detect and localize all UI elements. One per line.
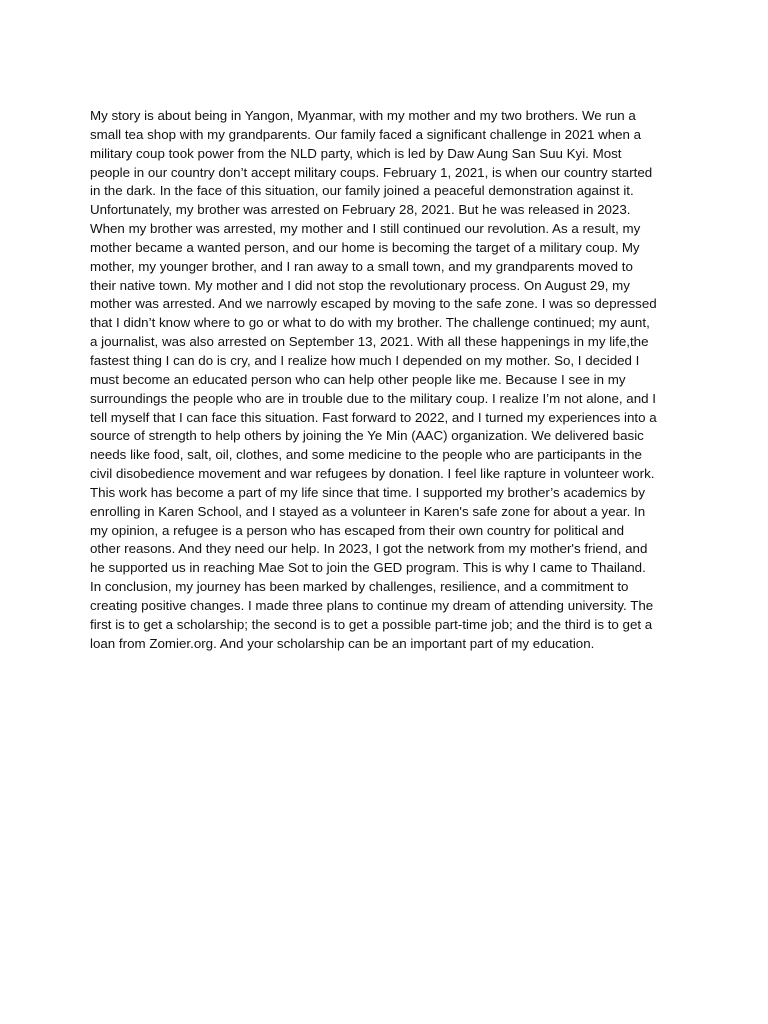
paragraph-line: enrolling in Karen School, and I stayed as a volunteer in Karen's safe zone for about a year. In bbox=[90, 503, 646, 519]
paragraph-line: in the dark. In the face of this situation, our family joined a peaceful demonstration against it. bbox=[90, 183, 634, 199]
paragraph-line: needs like food, salt, oil, clothes, and some medicine to the people who are participants in the bbox=[90, 447, 642, 463]
paragraph-line: fastest thing I can do is cry, and I realize how much I depended on my mother. So, I decided I bbox=[90, 352, 640, 368]
paragraph-line: military coup took power from the NLD party, which is led by Daw Aung San Suu Kyi. Most bbox=[90, 145, 622, 161]
paragraph-line: surroundings the people who are in trouble due to the military coup. I realize I’m not alone, and I bbox=[90, 390, 656, 406]
paragraph-line: When my brother was arrested, my mother and I still continued our revolution. As a result, my bbox=[90, 221, 641, 237]
paragraph-line: source of strength to help others by joining the Ye Min (AAC) organization. We delivered basic bbox=[90, 428, 644, 444]
paragraph-line: small tea shop with my grandparents. Our family faced a significant challenge in 2021 when a bbox=[90, 126, 642, 142]
paragraph-line: mother was arrested. And we narrowly escaped by moving to the safe zone. I was so depressed bbox=[90, 296, 657, 312]
paragraph-line: loan from Zomier.org. And your scholarship can be an important part of my education. bbox=[90, 635, 595, 651]
paragraph-line: mother, my younger brother, and I ran away to a small town, and my grandparents moved to bbox=[90, 258, 633, 274]
paragraph-line: first is to get a scholarship; the second is to get a possible part-time job; and the third is to get a bbox=[90, 616, 653, 632]
paragraph-line: my opinion, a refugee is a person who has escaped from their own country for political and bbox=[90, 522, 625, 538]
paragraph-line: a journalist, was also arrested on September 13, 2021. With all these happenings in my life,the bbox=[90, 334, 649, 350]
paragraph-line: civil disobedience movement and war refugees by donation. I feel like rapture in volunteer work. bbox=[90, 466, 655, 482]
paragraph-line: must become an educated person who can help other people like me. Because I see in my bbox=[90, 371, 626, 387]
paragraph-line: This work has become a part of my life since that time. I supported my brother’s academics by bbox=[90, 484, 645, 500]
paragraph-line: people in our country don’t accept military coups. February 1, 2021, is when our country started bbox=[90, 164, 653, 180]
paragraph-line: other reasons. And they need our help. In 2023, I got the network from my mother's friend, and bbox=[90, 541, 648, 557]
paragraph-line: that I didn’t know where to go or what to do with my brother. The challenge continued; my aunt, bbox=[90, 315, 650, 331]
paragraph-line: tell myself that I can face this situation. Fast forward to 2022, and I turned my experiences into a bbox=[90, 409, 657, 425]
paragraph-line: mother became a wanted person, and our home is becoming the target of a military coup. My bbox=[90, 239, 640, 255]
essay-paragraph bbox=[90, 107, 680, 653]
paragraph-line: creating positive changes. I made three plans to continue my dream of attending university. The bbox=[90, 597, 654, 613]
paragraph-line: Unfortunately, my brother was arrested on February 28, 2021. But he was released in 2023. bbox=[90, 202, 631, 218]
paragraph-line: My story is about being in Yangon, Myanmar, with my mother and my two brothers. We run a bbox=[90, 108, 636, 123]
paragraph-line: In conclusion, my journey has been marked by challenges, resilience, and a commitment to bbox=[90, 579, 629, 595]
paragraph-line: their native town. My mother and I did not stop the revolutionary process. On August 29, my bbox=[90, 277, 630, 293]
paragraph-line: he supported us in reaching Mae Sot to join the GED program. This is why I came to Thailand. bbox=[90, 560, 646, 576]
